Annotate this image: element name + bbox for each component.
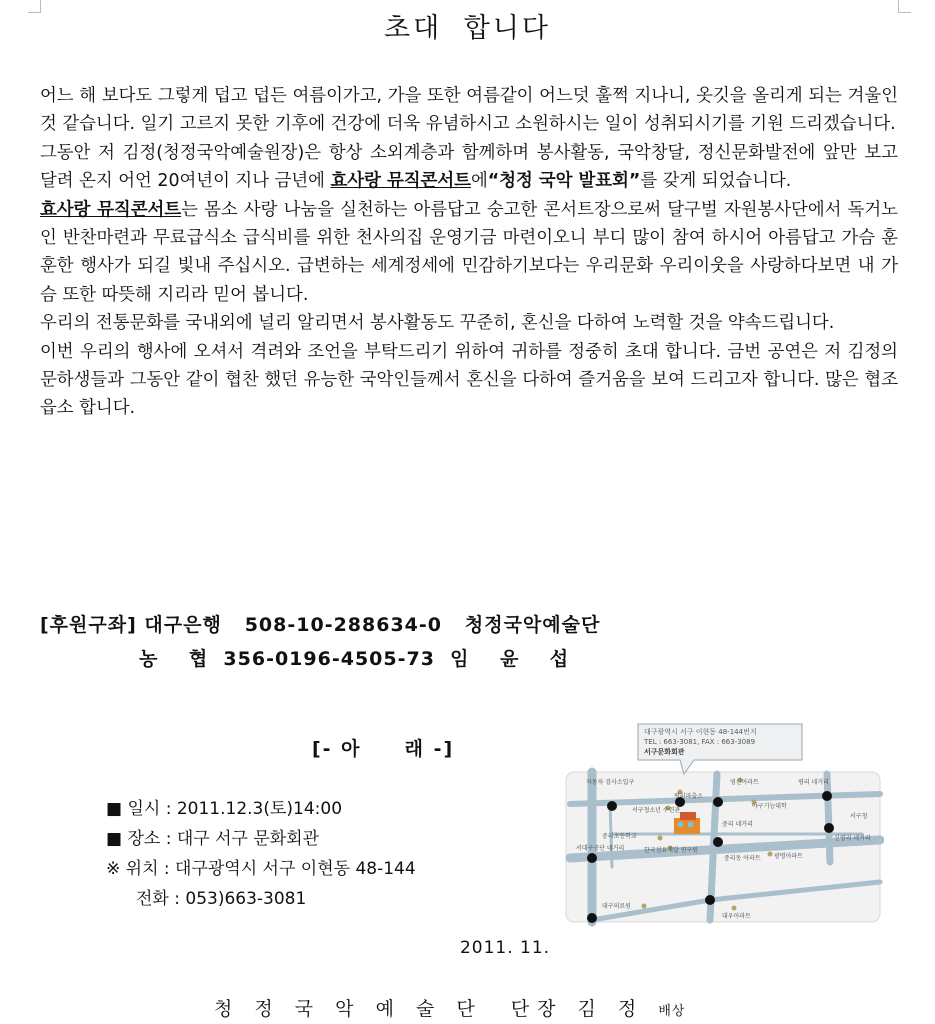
map-label: 중리 네거리 (722, 821, 753, 828)
sponsor-account-row-2 (40, 644, 569, 671)
map-label: 광명아파트 (774, 853, 803, 860)
notice-heading: [- 아 래 -] (312, 738, 455, 760)
paragraph-introduction (40, 139, 898, 196)
signature-line (214, 994, 685, 1021)
paragraph-concert (40, 196, 898, 310)
bank-name-2: 농 협 (139, 648, 209, 670)
intro-text: 그동안 저 김정(청정국악예술원장)은 항상 소외계층과 함께하며 봉사활동, 국악창달, 정신문화발전에 앞만 보고 달려 온지 어언 20여년이 지나 금년에 (40, 142, 898, 192)
map-label: 서대구공단 네거리 (576, 845, 625, 852)
event-phone: 전화 : 053)663-3081 (136, 889, 307, 909)
invitation-body (40, 82, 898, 423)
map-label: 중리동 아파트 (724, 855, 761, 862)
venue-location-map (562, 722, 884, 928)
map-label: 서구청소년 수련관 (632, 807, 681, 814)
account-number-1: 508-10-288634-0 (244, 614, 443, 636)
issue-date: 2011. 11. (459, 938, 551, 958)
map-callout-venue: 서구문화회관 (644, 748, 685, 756)
concert-name-lead: 효사랑 뮤직콘서트 (40, 199, 182, 220)
account-number-2: 356-0196-4505-73 (223, 648, 435, 670)
map-label: 대구의료원 (602, 903, 631, 910)
map-callout-address: 대구광역시 서구 이현동 48-144번지 (644, 728, 757, 736)
map-label: 평리파출소 (674, 793, 703, 800)
sponsor-account-label: [후원구좌] (40, 614, 137, 636)
account-holder-2: 임 윤 섭 (450, 648, 570, 670)
map-label: 영신아파트 (730, 779, 759, 786)
map-label: 한국섬유개발 연구원 (644, 847, 699, 854)
map-label: 평리 네거리 (798, 779, 829, 786)
account-holder-1: 청정국악예술단 (464, 614, 601, 636)
paragraph-promise: 우리의 전통문화를 국내외에 널리 알리면서 봉사활동도 꾸준히, 혼신을 다하여 노력할 것을 약속드립니다. (40, 313, 835, 334)
signature-suffix: 배상 (658, 1004, 686, 1019)
map-label: 서구청 (850, 813, 868, 820)
bank-name-1: 대구은행 (144, 614, 222, 636)
map-label: 대우아파트 (722, 913, 751, 920)
map-label: 신평리 네거리 (834, 835, 871, 842)
event-date: ■ 일시 : 2011.12.3(토)14:00 (106, 799, 343, 819)
map-label: 야구기능대학 (752, 803, 787, 810)
map-callout-phone: TEL : 663-3081, FAX : 663-3089 (644, 738, 756, 746)
event-details (106, 794, 416, 914)
signature-name: 청 정 국 악 예 술 단 단장 김 정 (214, 998, 645, 1020)
concert-description: 는 몸소 사랑 나눔을 실천하는 아름답고 숭고한 콘서트장으로써 달구벌 자원봉사단에서 독거노인 반찬마련과 무료급식소 급식비를 위한 천사의집 운영기금 마련이오니 부디 많이 참여 하시어 아름답고 가슴 훈훈한 행사가 되길 빛내 주십시오. 급변하는 세계정세에 민감하기보다는 우리문화 우리이웃을 사랑하다보면 내 가슴 또한 따뜻해 지리라 믿어 봅니다. (40, 199, 898, 305)
map-label: 자동차 검사소입구 (586, 779, 635, 786)
event-location: ※ 위치 : 대구광역시 서구 이현동 48-144 (106, 859, 416, 879)
map-label: 중리초등학교 (602, 833, 637, 840)
page-title: 초대 합니다 (384, 13, 551, 44)
intro-connector: 에 (470, 171, 488, 192)
recital-name-emphasis: “청정 국악 발표회” (487, 171, 641, 192)
paragraph-invitation: 이번 우리의 행사에 오셔서 격려와 조언을 부탁드리기 위하여 귀하를 정중히 초대 합니다. 금번 공연은 저 김정의 문하생들과 그동안 같이 협찬 했던 유능한 국악인들께서 혼신을 다하여 즐거움을 보여 드리고자 합니다. 많은 협조 읍소 합니다. (40, 341, 898, 419)
concert-name-emphasis: 효사랑 뮤직콘서트 (330, 171, 471, 192)
event-place: ■ 장소 : 대구 서구 문화회관 (106, 829, 320, 849)
paragraph-greeting: 어느 해 보다도 그렇게 덥고 덥든 여름이가고, 가을 또한 여름같이 어느덧 훌쩍 지나니, 옷깃을 올리게 되는 겨울인 것 같습니다. 일기 고르지 못한 기후에 건강에 더욱 유념하시고 소원하시는 일이 성취되시기를 기원 드리겠습니다. (40, 86, 898, 135)
intro-ending: 를 갖게 되었습니다. (640, 171, 792, 192)
sponsor-account-row-1 (40, 610, 600, 637)
